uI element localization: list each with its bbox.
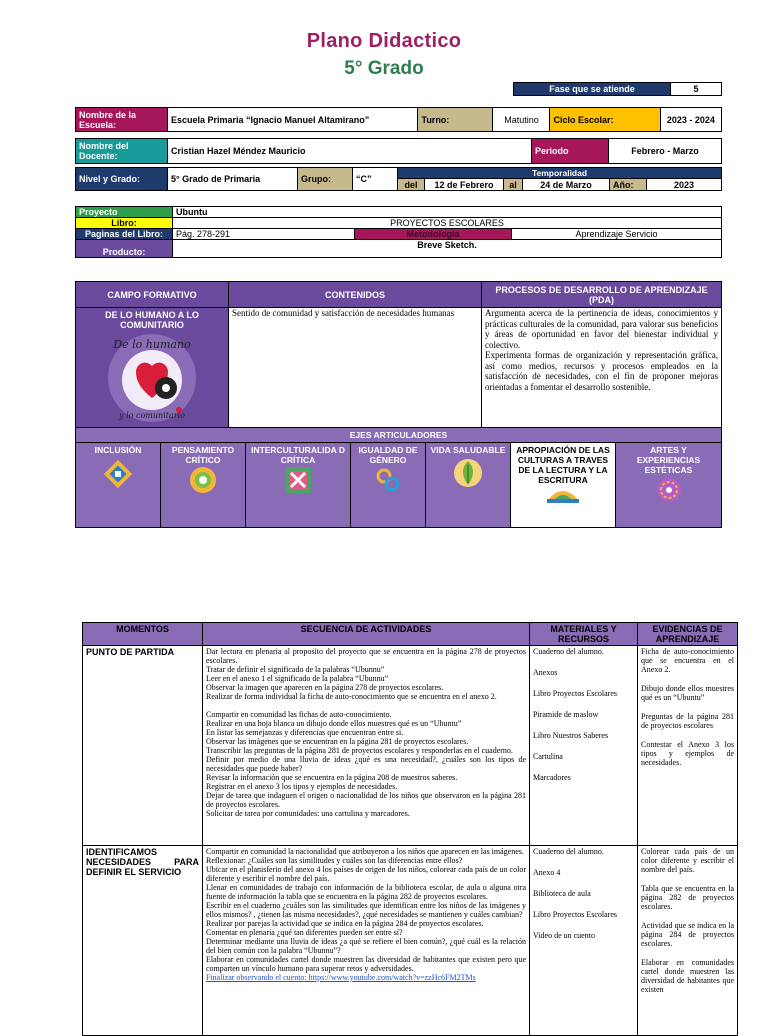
anio-label: Año: — [610, 179, 647, 191]
metodologia-label: Metodología — [355, 229, 512, 240]
seq-item: Dar lectura en plenaria al proposito del proyecto que se encuentra en la página 278 de proyectos escolares. — [206, 647, 526, 665]
seq-item: Escribir en el cuaderno ¿cuáles son las similitudes que identifican entre los niños de las imágenes y ellos mismos? , ¿tienen las misma necesidades?, ¿qué necesidades se mantienen y cuáles cambian? — [206, 901, 526, 919]
temporalidad-label: Temporalidad — [398, 168, 722, 179]
page-title: Plano Didactico — [306, 30, 462, 52]
ciclo-value: 2023 - 2024 — [660, 108, 721, 132]
inclusion-icon — [103, 459, 133, 489]
seq-item: Leer en el anexo 1 el significado de la palabra “Ubunnu” — [206, 674, 389, 683]
info-table — [75, 107, 722, 132]
al-label: al — [504, 179, 523, 191]
video-link[interactable]: Finalizar observando el cuento: https://www.youtube.com/watch?v=zzHc6FM2TMs — [206, 973, 476, 982]
evidencia-item: Ficha de auto-conocimiento que se encuentra en el Anexo 2. — [641, 647, 734, 674]
seq-item: Elaborar en comunidades cartel donde muestren las diversidad de habitantes que existen pero que comparten un vínculo humano para superar retos y adversidades. — [206, 955, 526, 973]
seq-item: Definir por medio de una lluvia de ideas ¿qué es una necesidad?, ¿cuáles son los tipos de necesidades que puede haber? — [206, 755, 526, 773]
evidencias-cell — [638, 646, 738, 846]
material-item: Libro Proyectos Escolares — [533, 689, 617, 698]
evidencia-item: Tabla que se encuentra en la página 282 de proyectos escolares. — [641, 884, 734, 911]
lectura-escritura-icon — [545, 485, 581, 503]
evidencia-item: Dibujo donde ellos muestres qué es un “Ubuntu” — [641, 684, 734, 702]
paginas-value: Pág. 278-291 — [173, 229, 355, 240]
fase-table — [513, 82, 722, 96]
logo-text-top: De lo humano — [113, 338, 191, 351]
seq-item: Tratar de definir el significado de la palabras “Ubunnu” — [206, 665, 385, 674]
nivel-value: 5° Grado de Primaria — [168, 168, 298, 191]
grupo-label: Grupo: — [298, 168, 353, 191]
momentos-header: MOMENTOS — [83, 623, 203, 646]
del-value: 12 de Febrero — [425, 179, 504, 191]
eje-lectura — [511, 443, 616, 528]
secuencia-header: SECUENCIA DE ACTIVIDADES — [203, 623, 530, 646]
material-item: Cartulina — [533, 752, 563, 761]
artes-icon — [654, 475, 684, 505]
producto-label: Producto: — [76, 240, 173, 258]
eje-label: APROPIACIÓN DE LAS CULTURAS A TRAVES DE LA LECTURA Y LA ESCRITURA — [516, 445, 610, 485]
seq-item: Comentar en plenaria ¿qué tan diferentes pueden ser entre sí? — [206, 928, 403, 937]
humano-comunitario-logo — [106, 332, 198, 424]
evidencias-cell — [638, 846, 738, 1036]
contenidos-header: CONTENIDOS — [229, 282, 482, 308]
material-item: Cuaderno del alumno. — [533, 647, 604, 656]
materiales-header: MATERIALES Y RECURSOS — [530, 623, 638, 646]
seq-item: Dejar de tarea que indaguen el origen o nacionalidad de los niños que observaron en la página 281 de proyectos escolares. — [206, 791, 526, 809]
pda-header: PROCESOS DE DESARROLLO DE APRENDIZAJE (PDA) — [482, 282, 722, 308]
proyecto-table — [75, 206, 722, 258]
eje-inclusion — [76, 443, 161, 528]
material-item: Libro Proyectos Escolares — [533, 910, 617, 919]
material-item: Cuaderno del alumno. — [533, 847, 604, 856]
eje-label: IGUALDAD DE GÉNERO — [358, 445, 418, 465]
docente-label: Nombre del Docente: — [76, 139, 168, 164]
vida-saludable-icon — [452, 457, 484, 489]
eje-label: ARTES Y EXPERIENCIAS ESTÉTICAS — [636, 445, 701, 475]
evidencia-item: Actividad que se indica en la página 284 de proyectos escolares. — [641, 921, 734, 948]
seq-item: Reflexionar: ¿Cuáles son las similitudes y cuáles son las diferencias entre ellos? — [206, 856, 463, 865]
seq-item: En listar las semejanzas y diferencias que encuentran entre si. — [206, 728, 404, 737]
seq-item: Realizar en una hoja blanca un dibujo donde ellos muestres qué es un “Ubuntu” — [206, 719, 462, 728]
campo-table — [75, 281, 722, 429]
proyecto-value: Ubuntu — [173, 207, 722, 218]
seq-item: Revisar la información que se encuentra en la página 208 de muestros saberes. — [206, 773, 458, 782]
material-item: Marcadores — [533, 773, 571, 782]
seq-item: Transcribir las preguntas de la página 281 de proyectos escolares y responderlas en el cuaderno. — [206, 746, 513, 755]
materiales-cell — [530, 646, 638, 846]
producto-value: Breve Sketch. — [173, 240, 722, 258]
igualdad-genero-icon — [373, 465, 403, 495]
nivel-table — [75, 167, 722, 191]
page-subtitle: 5° Grado — [344, 58, 424, 79]
momento-punto-partida: PUNTO DE PARTIDA — [83, 646, 203, 846]
eje-label: VIDA SALUDABLE — [430, 445, 506, 455]
docente-value: Cristian Hazel Méndez Mauricio — [168, 139, 532, 164]
anio-value: 2023 — [647, 179, 722, 191]
eje-label: INCLUSIÓN — [94, 445, 142, 455]
escuela-value: Escuela Primaria “Ignacio Manuel Altamirano” — [168, 108, 418, 132]
seq-item: Observar la imagen que aparecen en la página 278 de proyectos escolares. — [206, 683, 444, 692]
escuela-label: Nombre de la Escuela: — [76, 108, 168, 132]
grupo-value: “C” — [353, 168, 398, 191]
turno-value: Matutino — [493, 108, 550, 132]
evidencia-item: Colorear cada país de un color diferente y escribir el nombre del país. — [641, 847, 734, 874]
periodo-value: Febrero - Marzo — [609, 139, 722, 164]
eje-pensamiento — [161, 443, 246, 528]
material-item: Biblioteca de aula — [533, 889, 591, 898]
nivel-label: Nivel y Grado: — [76, 168, 168, 191]
seq-item: Solicitar de tarea por comunidades: una cartulina y marcadores. — [206, 809, 410, 818]
campo-header: CAMPO FORMATIVO — [76, 282, 229, 308]
seq-item: Realizar de forma individual la ficha de auto-conocimiento que se encuentra en el anexo 2. — [206, 692, 497, 701]
ciclo-label: Ciclo Escolar: — [550, 108, 660, 132]
interculturalidad-icon — [283, 465, 313, 495]
ejes-header: EJES ARTICULADORES — [76, 428, 722, 443]
campo-name: DE LO HUMANO A LO COMUNITARIO — [105, 310, 199, 330]
pda-item: Argumenta acerca de la pertinencia de ideas, conocimientos y prácticas culturales de la comunidad, para valorar sus beneficios y áreas de oportunidad en favor del bienestar individual y colectivo. — [485, 308, 718, 350]
evidencia-item: Elaborar en comunidades cartel donde muestren las diversidad de habitantes que existen — [641, 958, 734, 994]
secuencia-cell — [203, 846, 530, 1036]
periodo-label: Periodo — [532, 139, 609, 164]
momentos-table — [82, 622, 738, 1036]
libro-label: Libro: — [76, 218, 173, 229]
proyecto-label: Proyecto — [76, 207, 173, 218]
pda-item: Experimenta formas de organización y representación gráfica, así como medios, recursos y procesos empleados en la satisfacción de necesidades, con el fin de proponer mejoras orientadas a fomentar el desarrollo sostenible. — [485, 350, 718, 392]
campo-cell — [76, 308, 229, 429]
material-item: Anexo 4 — [533, 868, 561, 877]
seq-item: Ubicar en el planisferio del anexo 4 los países de origen de los niños, colorear cada país de un color diferente y escribir el nombre del país. — [206, 865, 526, 883]
fase-label: Fase que se atiende — [514, 83, 671, 96]
eje-label: INTERCULTURALIDA D CRÍTICA — [251, 445, 345, 465]
evidencias-header: EVIDENCIAS DE APRENDIZAJE — [638, 623, 738, 646]
pensamiento-critico-icon — [188, 465, 218, 495]
materiales-cell — [530, 846, 638, 1036]
contenido-cell: Sentido de comunidad y satisfacción de necesidades humanas — [229, 308, 482, 429]
eje-vida-saludable — [426, 443, 511, 528]
seq-item: Llenar en comunidades de trabajo con información de la biblioteca escolar, de aula o alguna otra fuente de información la tabla que se encuentra en la página 282 de proyectos escolares. — [206, 883, 526, 901]
evidencia-item: Contestar el Anexo 3 los tipos y ejemplos de necesidades. — [641, 740, 734, 767]
eje-lectura-box — [511, 443, 615, 527]
seq-item: Compartir en comunidad las fichas de auto-conocimiento. — [206, 710, 392, 719]
material-item: Video de un cuento — [533, 931, 595, 940]
seq-item: Determinar mediante una lluvia de ideas ¿a qué se refiere el bien común?, ¿qué cuál es la relación del bien común con la palabra “Ubunnu”? — [206, 937, 526, 955]
seq-item: Observar las imágenes que se encuentran en la página 281 de proyectos escolares. — [206, 737, 469, 746]
eje-igualdad — [351, 443, 426, 528]
al-value: 24 de Marzo — [523, 179, 610, 191]
material-item: Piramide de maslow — [533, 710, 599, 719]
fase-value: 5 — [671, 83, 722, 96]
material-item: Anexos — [533, 668, 558, 677]
del-label: del — [398, 179, 425, 191]
libro-value: PROYECTOS ESCOLARES — [173, 218, 722, 229]
metodologia-value: Aprendizaje Servicio — [512, 229, 722, 240]
turno-label: Turno: — [418, 108, 493, 132]
ejes-table — [75, 427, 722, 528]
docente-table — [75, 138, 722, 164]
evidencia-item: Preguntas de la página 281 de proyectos escolares — [641, 712, 734, 730]
secuencia-cell — [203, 646, 530, 846]
seq-item: Compartir en comunidad la nacionalidad que atribuyeron a los niños que aparecen en las imágenes. — [206, 847, 524, 856]
logo-text-bottom: y lo comunitario — [119, 411, 185, 420]
eje-artes — [616, 443, 722, 528]
eje-label: PENSAMIENTO CRÍTICO — [171, 445, 235, 465]
material-item: Libro Nuestros Saberes — [533, 731, 609, 740]
pda-cell — [482, 308, 722, 429]
seq-item: Realizar por parejas la actividad que se indica en la página 284 de proyectos escolares. — [206, 919, 484, 928]
seq-item: Registrar en el anexo 3 los tipos y ejemplos de necesidades. — [206, 782, 398, 791]
eje-interculturalidad — [246, 443, 351, 528]
paginas-label: Paginas del Libro: — [76, 229, 173, 240]
momento-identificamos: IDENTIFICAMOS NECESIDADES PARA DEFINIR EL SERVICIO — [83, 846, 203, 1036]
